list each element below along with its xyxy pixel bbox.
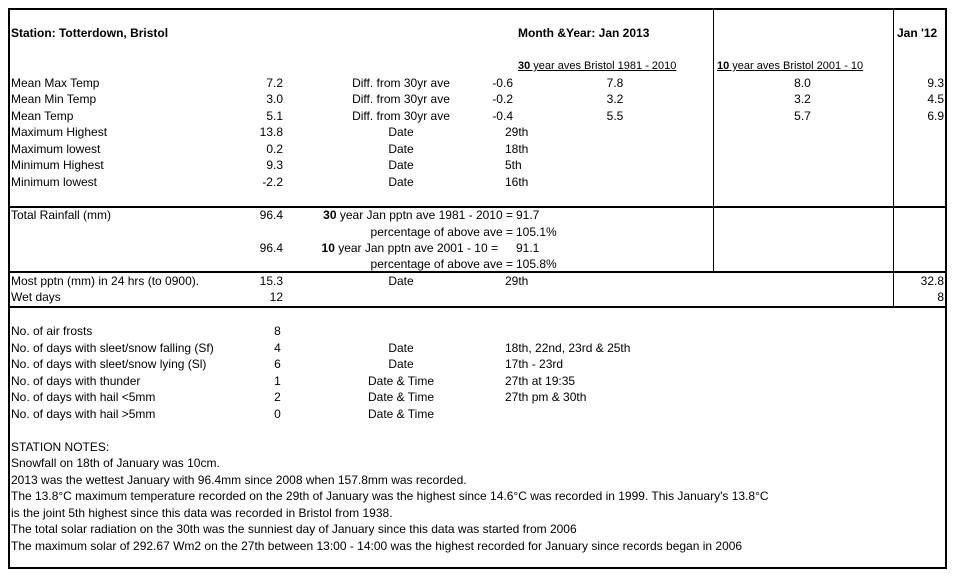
row-ave30: 5.5 (606, 109, 624, 123)
rain-pct30-label: percentage of above ave = (370, 225, 513, 239)
station-title: Station: Totterdown, Bristol (11, 26, 169, 40)
row-prev: 6.9 (927, 109, 944, 123)
days-date: 27th at 19:35 (505, 374, 576, 388)
row-mid-label: Diff. from 30yr ave (352, 92, 450, 106)
row-mid-label: Diff. from 30yr ave (352, 76, 450, 90)
row-label: Minimum Highest (11, 158, 104, 172)
col-divider-prev (893, 8, 894, 306)
rain-pct10-value: 105.8% (516, 257, 557, 271)
rain-value-1: 96.4 (259, 208, 283, 222)
rain-label: Total Rainfall (mm) (11, 208, 112, 222)
row-label: Minimum lowest (11, 175, 98, 189)
days-label: No. of days with hail >5mm (11, 407, 156, 421)
notes-title: STATION NOTES: (11, 440, 110, 454)
note-line: 2013 was the wettest January with 96.4mm since 2008 when 157.8mm was recorded. (11, 472, 467, 487)
rain-ave10: 10 year Jan pptn ave 2001 - 10 = (321, 241, 498, 255)
row-ave30: 3.2 (606, 92, 624, 106)
pptn-value: 12 (269, 290, 283, 304)
note-line: The maximum solar of 292.67 Wm2 on the 27th between 13:00 - 14:00 was the highest recorded for January since records began in 2006 (11, 538, 743, 553)
row-diff: -0.6 (492, 76, 513, 90)
row-label: Mean Temp (11, 109, 74, 123)
row-date: 18th (505, 142, 529, 156)
days-mid: Date & Time (367, 374, 435, 388)
row-prev: 4.5 (927, 92, 944, 106)
row-label: Mean Min Temp (11, 92, 97, 106)
note-line: The 13.8°C maximum temperature recorded on the 29th of January was the highest since 14.6°C was recorded in 1999. This January's 13.8°C (11, 489, 769, 503)
days-value: 6 (274, 357, 281, 371)
days-label: No. of air frosts (11, 324, 93, 338)
divider-pptn (8, 306, 947, 308)
row-mid-label: Date (388, 158, 414, 172)
days-label: No. of days with thunder (11, 374, 141, 388)
rain-ave30-value: 91.7 (516, 208, 540, 222)
row-ave30: 7.8 (606, 76, 624, 90)
note-line: Snowfall on 18th of January was 10cm. (11, 456, 220, 470)
pptn-value: 15.3 (259, 274, 283, 288)
row-mid-label: Date (388, 142, 414, 156)
rain-value-2: 96.4 (259, 241, 283, 255)
pptn-prev: 8 (937, 290, 944, 304)
rain-ave30: 30 year Jan pptn ave 1981 - 2010 = (323, 208, 513, 222)
row-ave10: 8.0 (794, 76, 811, 90)
pptn-date: 29th (505, 274, 529, 288)
row-value: 13.8 (259, 125, 283, 139)
row-ave10: 3.2 (794, 92, 811, 106)
days-label: No. of days with sleet/snow lying (Sl) (11, 357, 207, 371)
days-date: 18th, 22nd, 23rd & 25th (505, 341, 631, 355)
row-label: Maximum Highest (11, 125, 108, 139)
days-date: 27th pm & 30th (505, 390, 587, 404)
days-value: 0 (274, 407, 281, 421)
days-mid: Date (388, 341, 414, 355)
month-year: Month &Year: Jan 2013 (518, 26, 650, 40)
days-label: No. of days with hail <5mm (11, 390, 156, 404)
row-value: 0.2 (266, 142, 283, 156)
row-mid-label: Date (388, 175, 414, 189)
rain-pct30-value: 105.1% (516, 225, 557, 239)
row-date: 5th (505, 158, 522, 172)
row-value: 9.3 (266, 158, 283, 172)
row-date: 16th (505, 175, 529, 189)
ave10-header: 10 year aves Bristol 2001 - 10 (717, 60, 864, 72)
rain-pct10-label: percentage of above ave = (370, 257, 513, 271)
row-date: 29th (505, 125, 529, 139)
days-date: 17th - 23rd (505, 357, 564, 371)
rain-ave10-value: 91.1 (516, 241, 540, 255)
days-label: No. of days with sleet/snow falling (Sf) (11, 341, 214, 355)
row-prev: 9.3 (927, 76, 944, 90)
prev-year-header: Jan '12 (897, 26, 938, 40)
divider-rain (8, 271, 947, 273)
row-value: -2.2 (262, 175, 283, 189)
col-divider-10yr (713, 8, 714, 271)
days-value: 8 (274, 324, 281, 338)
days-mid: Date & Time (367, 407, 435, 421)
row-mid-label: Date (388, 125, 414, 139)
pptn-prev: 32.8 (920, 274, 944, 288)
days-value: 2 (274, 390, 281, 404)
note-line: is the joint 5th highest since this data was recorded in Bristol from 1938. (11, 505, 393, 520)
days-mid: Date & Time (367, 390, 435, 404)
pptn-label: Most pptn (mm) in 24 hrs (to 0900). (11, 274, 200, 288)
days-value: 1 (274, 374, 281, 388)
row-value: 5.1 (266, 109, 283, 123)
row-mid-label: Diff. from 30yr ave (352, 109, 450, 123)
days-value: 4 (274, 341, 281, 355)
row-diff: -0.2 (492, 92, 513, 106)
row-label: Maximum lowest (11, 142, 101, 156)
row-value: 3.0 (266, 92, 283, 106)
pptn-label: Wet days (11, 290, 61, 304)
days-mid: Date (388, 357, 414, 371)
row-label: Mean Max Temp (11, 76, 100, 90)
row-diff: -0.4 (492, 109, 513, 123)
row-ave10: 5.7 (794, 109, 811, 123)
ave30-header: 30 year aves Bristol 1981 - 2010 (518, 60, 677, 72)
row-value: 7.2 (266, 76, 283, 90)
pptn-mid: Date (388, 274, 414, 288)
note-line: The total solar radiation on the 30th was the sunniest day of January since this data was started from 2006 (11, 522, 577, 536)
